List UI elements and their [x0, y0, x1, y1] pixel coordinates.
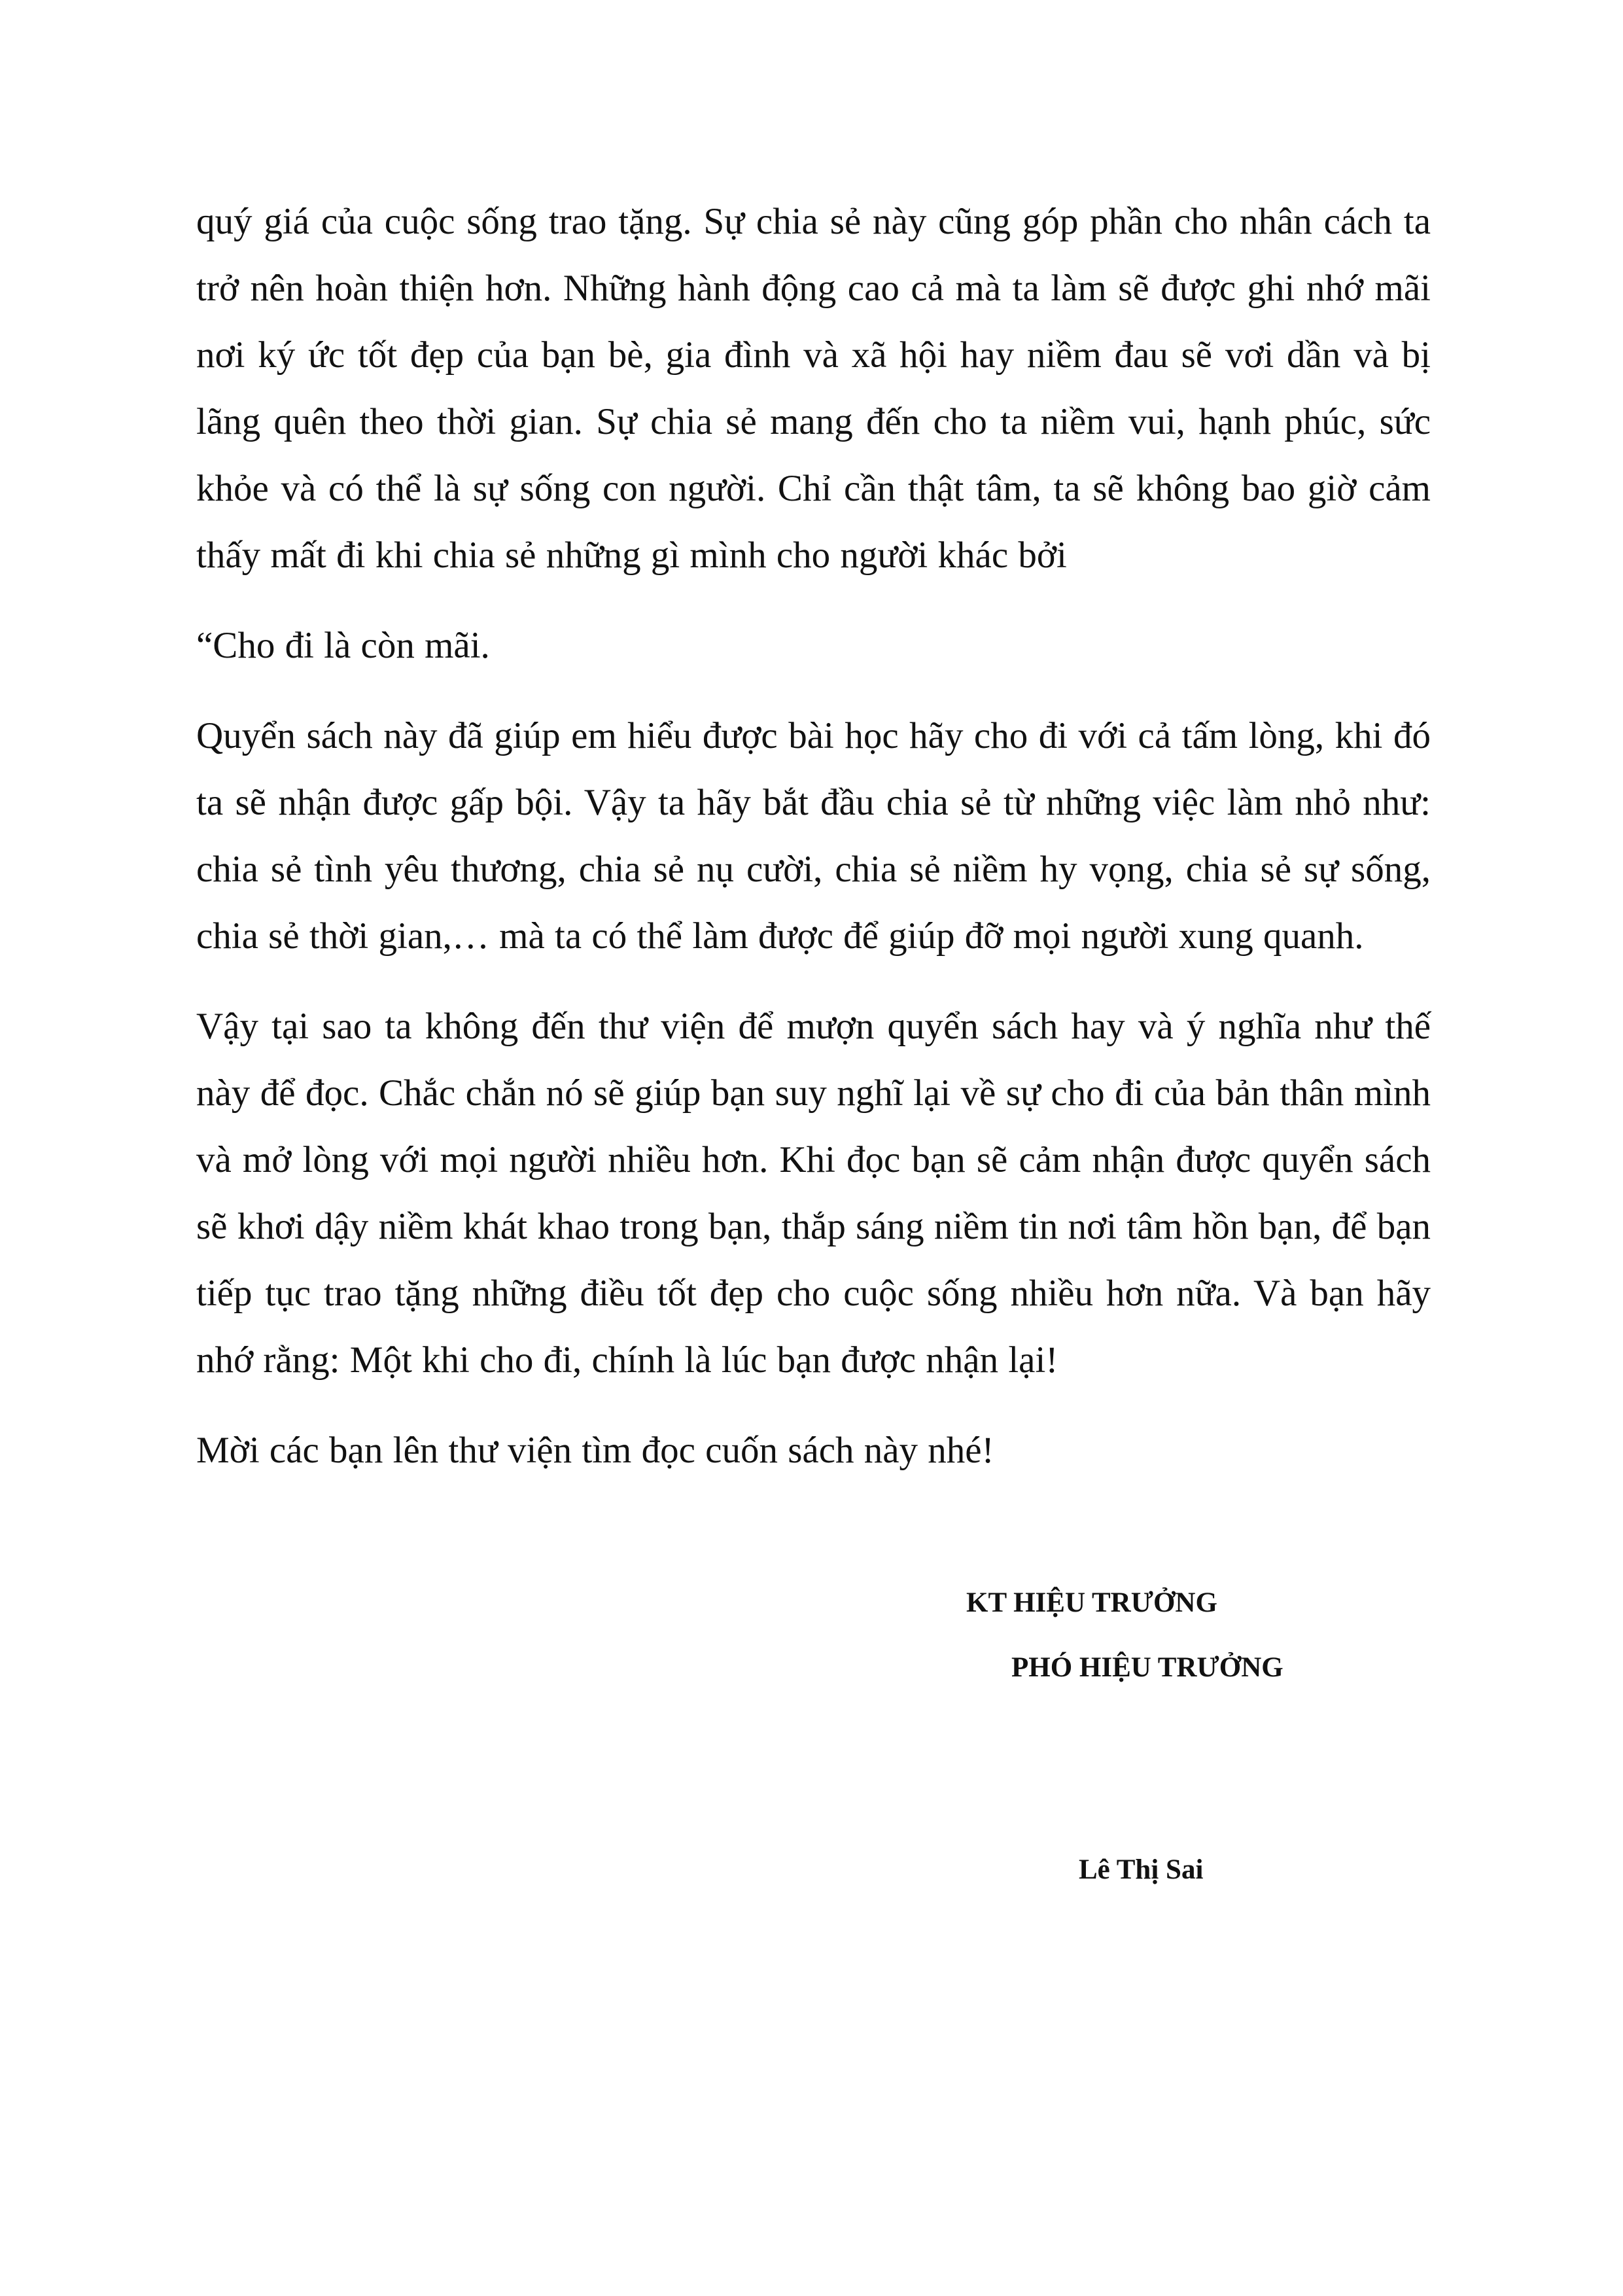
signature-title-principal: KT HIỆU TRƯỞNG	[966, 1587, 1217, 1618]
paragraph-lesson: Quyển sách này đã giúp em hiểu được bài học hãy cho đi với cả tấm lòng, khi đó ta sẽ nhận được gấp bội. Vậy ta hãy bắt đầu chia sẻ từ những việc làm nhỏ như: chia sẻ tình yêu thương, chia sẻ nụ cười, chia sẻ niềm hy vọng, chia sẻ sự sống, chia sẻ thời gian,… mà ta có thể làm được để giúp đỡ mọi người xung quanh.	[196, 715, 1431, 957]
paragraph-quote: “Cho đi là còn mãi.	[196, 625, 490, 666]
paragraph-closing: Mời các bạn lên thư viện tìm đọc cuốn sách này nhé!	[196, 1430, 994, 1471]
paragraph-sharing: quý giá của cuộc sống trao tặng. Sự chia sẻ này cũng góp phần cho nhân cách ta trở nên hoàn thiện hơn. Những hành động cao cả mà ta làm sẽ được ghi nhớ mãi nơi ký ức tốt đẹp của bạn bè, gia đình và xã hội hay niềm đau sẽ vơi dần và bị lãng quên theo thời gian. Sự chia sẻ mang đến cho ta niềm vui, hạnh phúc, sức khỏe và có thể là sự sống con người. Chỉ cần thật tâm, ta sẽ không bao giờ cảm thấy mất đi khi chia sẻ những gì mình cho người khác bởi	[196, 201, 1431, 576]
document-body	[196, 188, 1431, 1484]
signature-name: Lê Thị Sai	[1079, 1854, 1204, 1885]
paragraph-library-invitation: Vậy tại sao ta không đến thư viện để mượn quyển sách hay và ý nghĩa như thế này để đọc. Chắc chắn nó sẽ giúp bạn suy nghĩ lại về sự cho đi của bản thân mình và mở lòng với mọi người nhiều hơn. Khi đọc bạn sẽ cảm nhận được quyển sách sẽ khơi dậy niềm khát khao trong bạn, thắp sáng niềm tin nơi tâm hồn bạn, để bạn tiếp tục trao tặng những điều tốt đẹp cho cuộc sống nhiều hơn nữa. Và bạn hãy nhớ rằng: Một khi cho đi, chính là lúc bạn được nhận lại!	[196, 1006, 1431, 1381]
signature-title-vice-principal: PHÓ HIỆU TRƯỞNG	[1011, 1652, 1283, 1683]
